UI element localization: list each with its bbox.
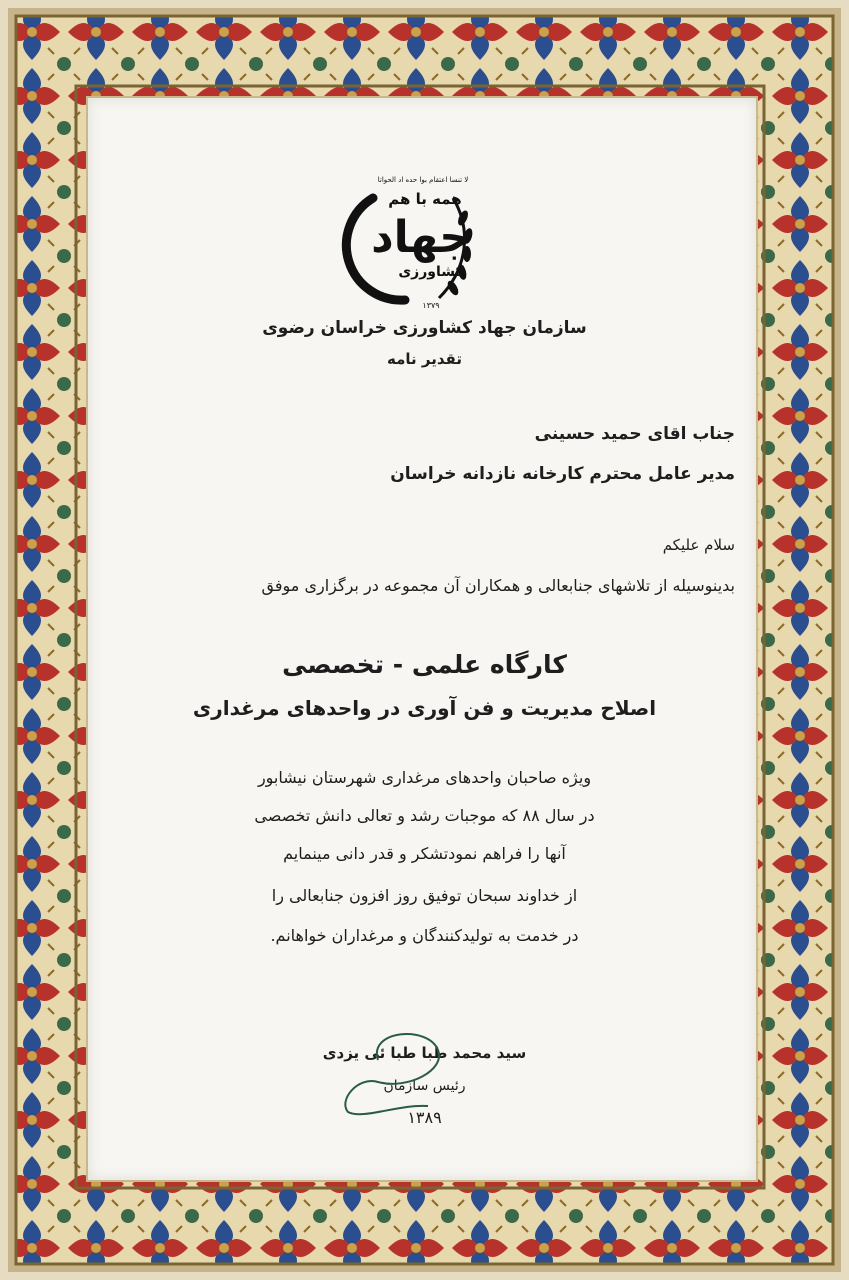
signatory-position: رئیس سازمان — [383, 1078, 466, 1094]
intro-text: بدینوسیله از تلاشهای جنابعالی و همکاران آن مجموعه در برگزاری موفق — [261, 576, 735, 595]
body-line: از خداوند سبحان توفیق روز افزون جنابعالی را — [271, 886, 578, 905]
logo-motto: لا تنسا اعتقام بوا حده اد الحواتا — [377, 176, 469, 184]
recipient-name: جناب اقای حمید حسینی — [534, 424, 735, 444]
logo-year: ۱۳۷۹ — [422, 301, 440, 310]
signatory-name: سید محمد طبا طبا ئی یزدی — [322, 1044, 527, 1062]
logo-slogan: همه با هم — [388, 190, 462, 208]
issue-year: ۱۳۸۹ — [407, 1108, 442, 1127]
recipient-position: مدیر عامل محترم کارخانه نازدانه خراسان — [390, 464, 735, 484]
handwritten-signature — [318, 1020, 468, 1120]
workshop-subject: اصلاح مدیریت و فن آوری در واحدهای مرغداری — [192, 696, 657, 720]
body-line: آنها را فراهم نمودتشکر و قدر دانی مینمایم — [283, 844, 566, 863]
jihad-keshavarzi-logo — [335, 168, 495, 318]
body-line: ویژه صاحبان واحدهای مرغداری شهرستان نیشابور — [257, 768, 592, 787]
body-line: در خدمت به تولیدکنندگان و مرغداران خواهانم. — [270, 926, 579, 945]
organization-name: سازمان جهاد کشاورزی خراسان رضوی — [262, 318, 587, 338]
greeting: سلام علیکم — [662, 536, 735, 554]
logo-sub: کشاورزی — [398, 264, 464, 280]
document-title: تقدیر نامه — [387, 350, 462, 368]
logo-name: جهاد — [371, 212, 471, 263]
workshop-title: کارگاه علمی - تخصصی — [282, 650, 567, 679]
body-line: در سال ۸۸ که موجبات رشد و تعالی دانش تخصصی — [254, 806, 595, 825]
